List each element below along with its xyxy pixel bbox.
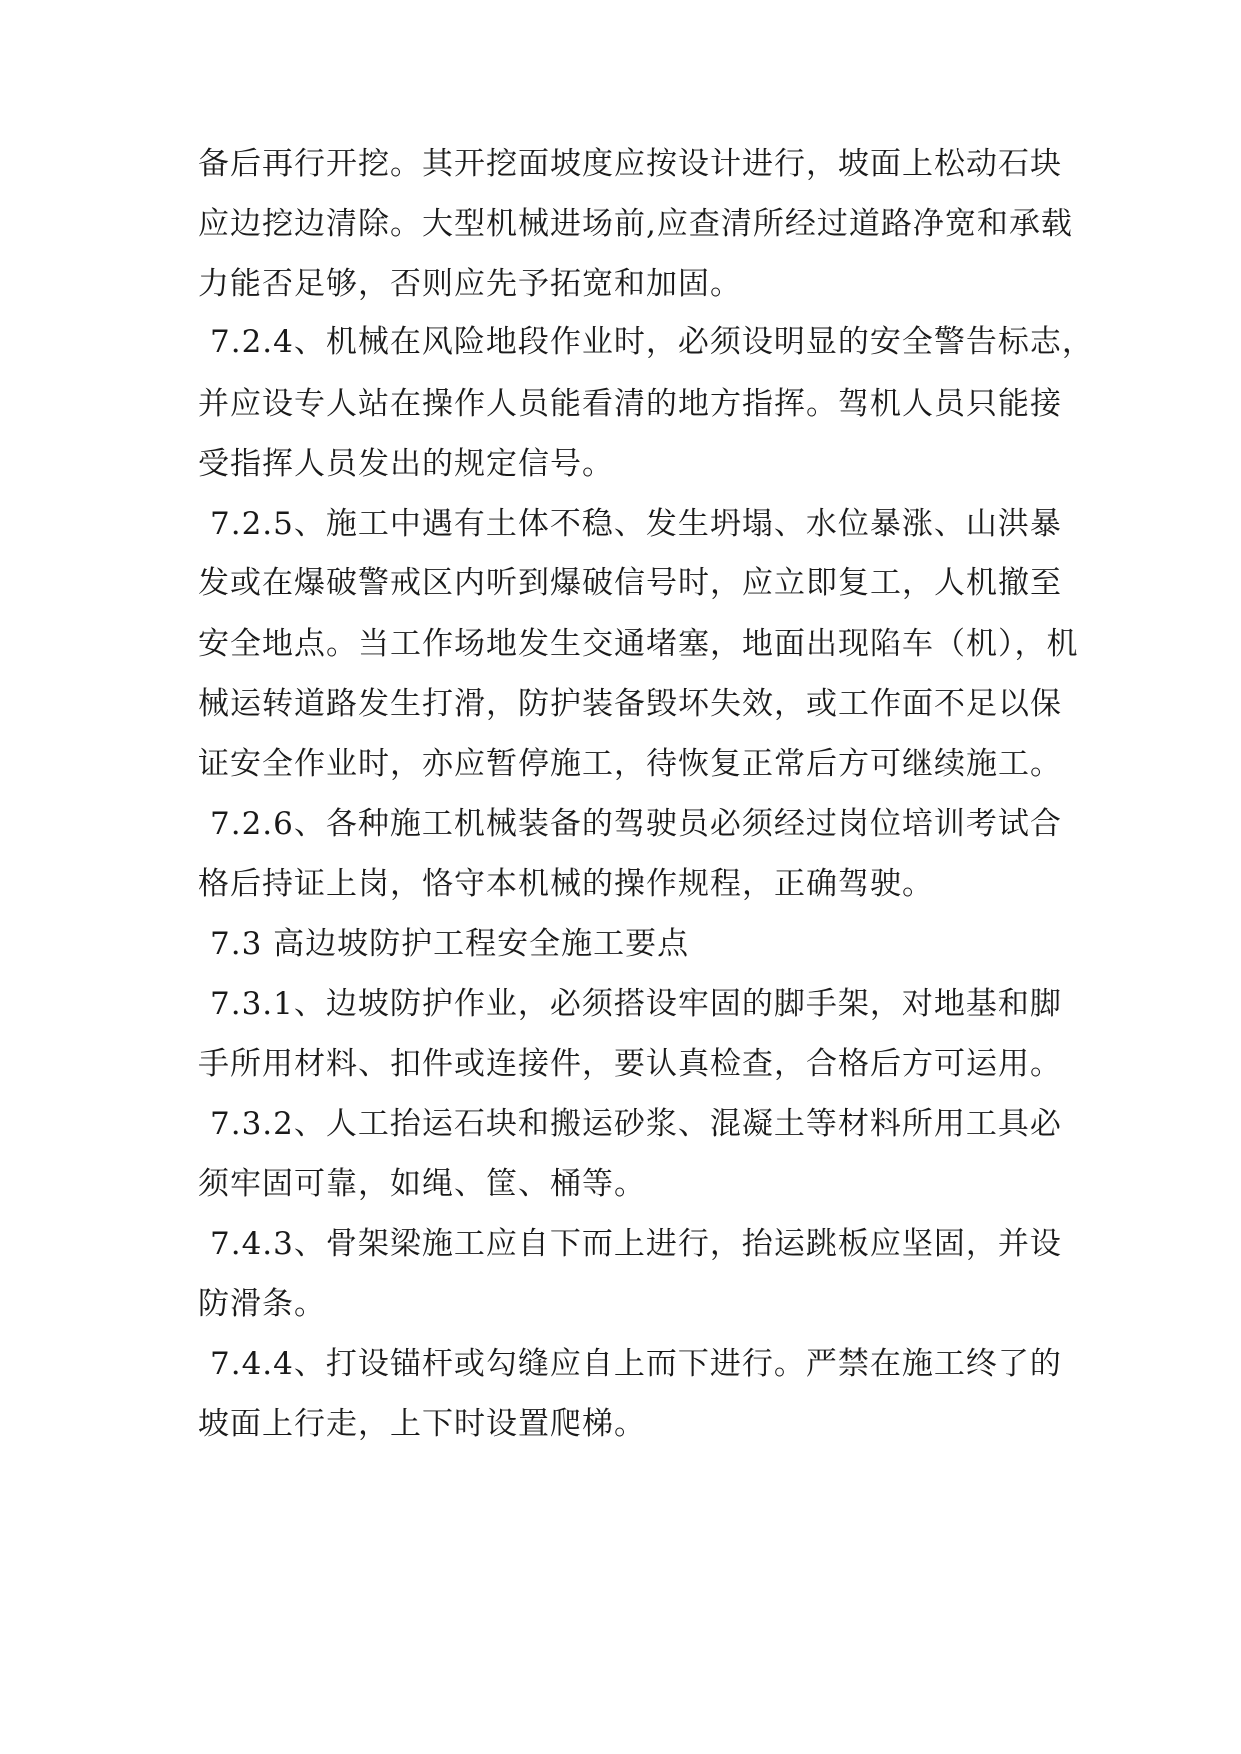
text-line: 应边挖边清除。大型机械进场前,应查清所经过道路净宽和承载 xyxy=(198,206,1073,242)
text-line: 备后再行开挖。其开挖面坡度应按设计进行，坡面上松动石块 xyxy=(198,146,1062,182)
section-heading-7-2-4: 7.2.4、机械在风险地段作业时，必须设明显的安全警告标志， xyxy=(210,324,1094,360)
text-line: 格后持证上岗，恪守本机械的操作规程，正确驾驶。 xyxy=(198,866,934,902)
section-heading-7-3: 7.3 高边坡防护工程安全施工要点 xyxy=(210,926,690,962)
section-heading-7-2-6: 7.2.6、各种施工机械装备的驾驶员必须经过岗位培训考试合 xyxy=(210,806,1062,842)
text-line: 发或在爆破警戒区内听到爆破信号时，应立即复工，人机撤至 xyxy=(198,565,1062,601)
section-heading-7-2-5: 7.2.5、施工中遇有土体不稳、发生坍塌、水位暴涨、山洪暴 xyxy=(210,506,1062,542)
text-line: 须牢固可靠，如绳、筐、桶等。 xyxy=(198,1166,646,1202)
section-heading-7-3-1: 7.3.1、边坡防护作业，必须搭设牢固的脚手架，对地基和脚 xyxy=(210,986,1062,1022)
section-heading-7-4-4: 7.4.4、打设锚杆或勾缝应自上而下进行。严禁在施工终了的 xyxy=(210,1346,1062,1382)
text-line: 安全地点。当工作场地发生交通堵塞，地面出现陷车（机），机 xyxy=(198,626,1079,662)
text-line: 并应设专人站在操作人员能看清的地方指挥。驾机人员只能接 xyxy=(198,386,1062,422)
text-line: 手所用材料、扣件或连接件，要认真检查，合格后方可运用。 xyxy=(198,1046,1062,1082)
section-heading-7-4-3: 7.4.3、骨架梁施工应自下而上进行，抬运跳板应坚固，并设 xyxy=(210,1226,1062,1262)
text-line: 防滑条。 xyxy=(198,1286,326,1322)
text-line: 证安全作业时，亦应暂停施工，待恢复正常后方可继续施工。 xyxy=(198,746,1062,782)
text-line: 力能否足够，否则应先予拓宽和加固。 xyxy=(198,266,742,302)
section-heading-7-3-2: 7.3.2、人工抬运石块和搬运砂浆、混凝土等材料所用工具必 xyxy=(210,1106,1062,1142)
text-line: 械运转道路发生打滑，防护装备毁坏失效，或工作面不足以保 xyxy=(198,686,1062,722)
text-line: 坡面上行走，上下时设置爬梯。 xyxy=(198,1406,646,1442)
text-line: 受指挥人员发出的规定信号。 xyxy=(198,446,614,482)
